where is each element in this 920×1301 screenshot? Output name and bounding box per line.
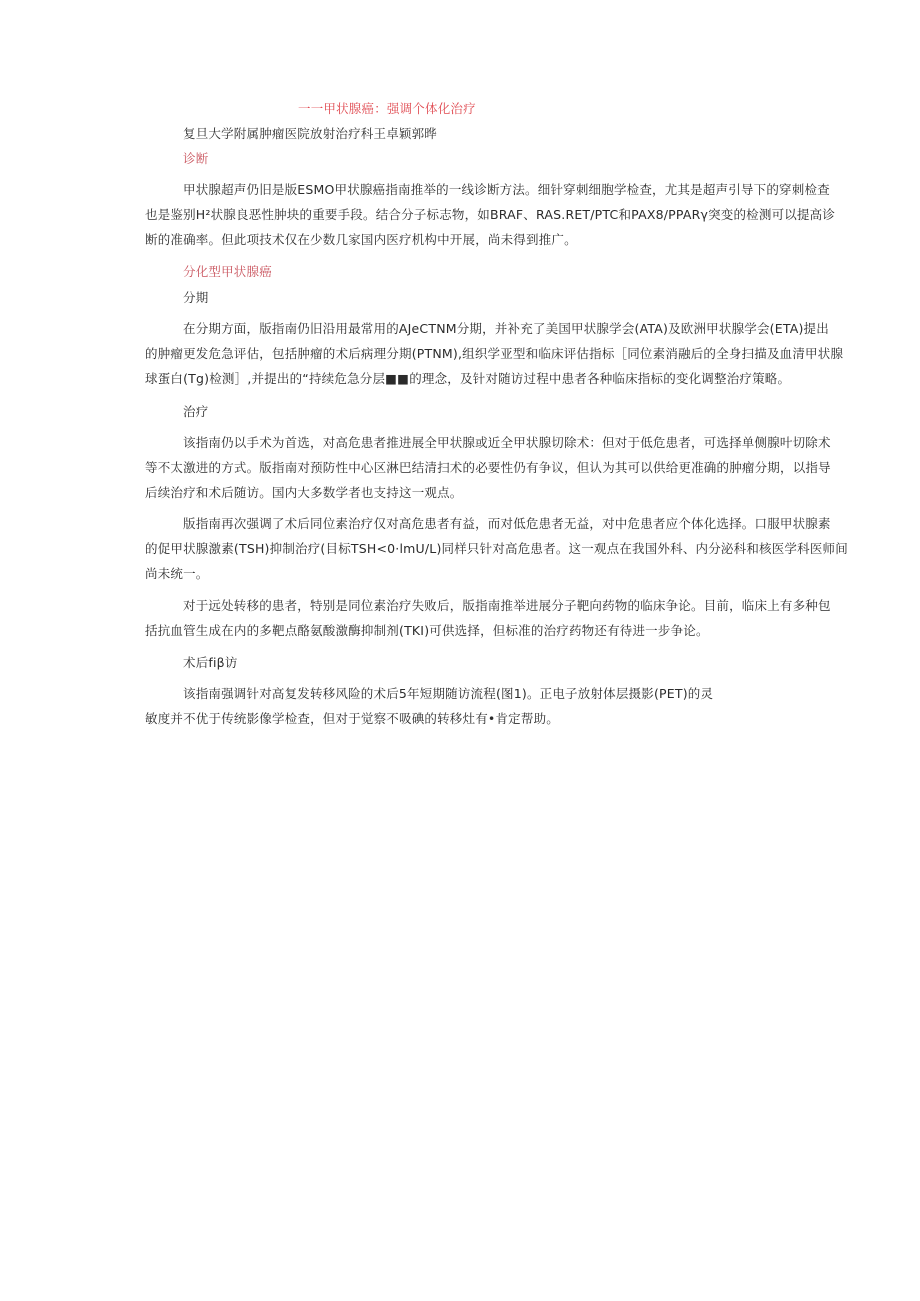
treatment-paragraph-3-line-2: 括抗血管生成在内的多靶点酪氨酸激酶抑制剂(TKI)可供选择，但标准的治疗药物还有待进一步争论。 bbox=[145, 623, 709, 638]
author-line: 复旦大学附属肿瘤医院放射治疗科王卓颖郭晔 bbox=[183, 126, 438, 141]
treatment-paragraph-2-line-1: 版指南再次强调了术后同位素治疗仅对高危患者有益，而对低危患者无益，对中危患者应个体化选择。口服甲状腺素 bbox=[183, 516, 831, 531]
subheading-treatment: 治疗 bbox=[183, 404, 209, 419]
staging-paragraph-line-2: 的肿瘤更发危急评估，包括肿瘤的术后病理分期(PTNM),组织学亚型和临床评估指标［同位素消融后的全身扫描及血清甲状腺 bbox=[145, 346, 844, 361]
subheading-followup: 术后fiβ访 bbox=[183, 655, 238, 670]
treatment-paragraph-2-line-3: 尚未统一。 bbox=[145, 566, 209, 581]
followup-paragraph-line-1: 该指南强调针对高复发转移风险的术后5年短期随访流程(图1)。正电子放射体层摄影(PET)的灵 bbox=[183, 686, 714, 701]
treatment-paragraph-1-line-1: 该指南仍以手术为首选，对高危患者推进展全甲状腺或近全甲状腺切除术：但对于低危患者，可选择单侧腺叶切除术 bbox=[183, 435, 831, 450]
treatment-paragraph-3-line-1: 对于远处转移的患者，特别是同位素治疗失败后，版指南推举进展分子靶向药物的临床争论。目前，临床上有多种包 bbox=[183, 598, 831, 613]
treatment-paragraph-1-line-2: 等不太激进的方式。版指南对预防性中心区淋巴结清扫术的必要性仍有争议，但认为其可以供给更准确的肿瘤分期，以指导 bbox=[145, 460, 831, 475]
diagnosis-paragraph-line-2: 也是鉴别H²状腺良恶性肿块的重要手段。结合分子标志物，如BRAF、RAS.RET/PTC和PAX8/PPARγ突变的检测可以提高诊 bbox=[145, 207, 836, 222]
treatment-paragraph-2-line-2: 的促甲状腺激素(TSH)抑制治疗(目标TSH<0·lmU/L)同样只针对高危患者。这一观点在我国外科、内分泌科和核医学科医师间 bbox=[145, 541, 848, 556]
staging-paragraph-line-3: 球蛋白(Tg)检测］,并提出的“持续危急分层■■的理念，及针对随访过程中患者各种临床指标的变化调整治疗策略。 bbox=[145, 371, 791, 386]
document-title: 一一甲状腺癌：强调个体化治疗 bbox=[298, 101, 476, 116]
followup-paragraph-line-2: 敏度并不优于传统影像学检查，但对于觉察不吸碘的转移灶有•肯定帮助。 bbox=[145, 711, 559, 726]
section-heading-dtc: 分化型甲状腺癌 bbox=[183, 264, 272, 279]
section-heading-diagnosis: 诊断 bbox=[183, 151, 209, 166]
treatment-paragraph-1-line-3: 后续治疗和术后随访。国内大多数学者也支持这一观点。 bbox=[145, 485, 463, 500]
subheading-staging: 分期 bbox=[183, 290, 209, 305]
diagnosis-paragraph-line-3: 断的准确率。但此项技术仅在少数几家国内医疗机构中开展，尚未得到推广。 bbox=[145, 232, 577, 247]
staging-paragraph-line-1: 在分期方面，版指南仍旧沿用最常用的AJeCTNM分期，并补充了美国甲状腺学会(ATA)及欧洲甲状腺学会(ETA)提出 bbox=[183, 321, 829, 336]
diagnosis-paragraph-line-1: 甲状腺超声仍旧是版ESMO甲状腺癌指南推举的一线诊断方法。细针穿刺细胞学检查，尤其是超声引导下的穿刺检查 bbox=[183, 182, 830, 197]
